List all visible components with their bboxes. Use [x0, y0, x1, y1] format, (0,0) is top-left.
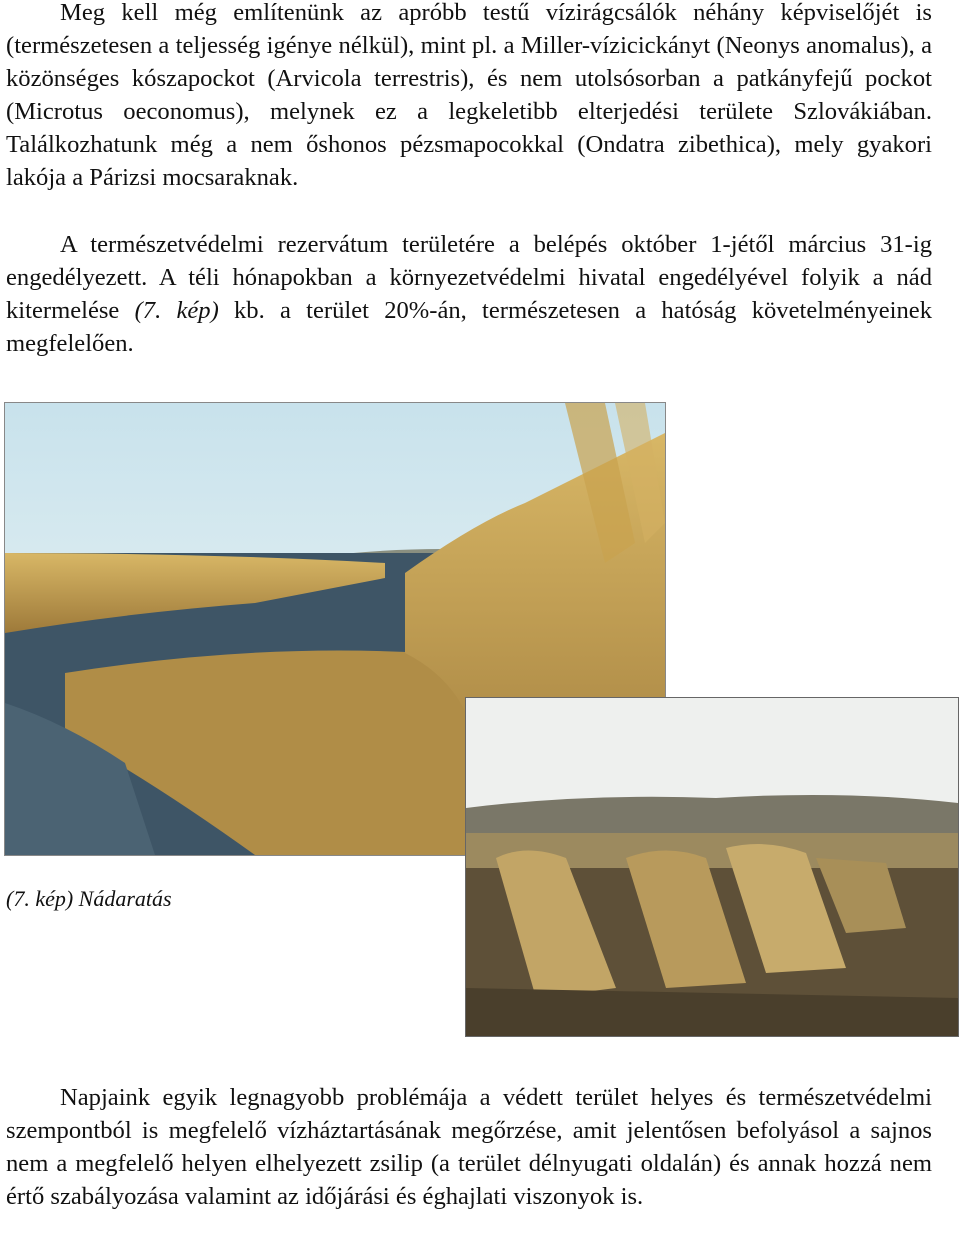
- paragraph-rodents: Meg kell még említenünk az apróbb testű vízirágcsálók néhány képviselőjét is (természetesen a teljesség igénye nélkül), mint pl. a Miller-vízicickányt (Neonys anomalus), a közönséges kószapockot (Arvicola terrestris), és nem utolsósorban a patkányfejű pockot (Microtus oeconomus), melynek ez a legkeletibb elterjedési területe Szlovákiában. Találkozhatunk még a nem őshonos pézsmapocokkal (Ondatra zibethica), mely gyakori lakója a Párizsi mocsaraknak.: [6, 0, 932, 191]
- figure-caption: (7. kép) Nádaratás: [6, 886, 172, 911]
- reed-harvest-photo: [465, 697, 959, 1037]
- paragraph-water-management: Napjaink egyik legnagyobb problémája a védett terület helyes és természetvédelmi szempontból is megfelelő vízháztartásának megőrzése, amit jelentősen befolyásol a sajnos nem a megfelelő helyen elhelyezett zsilip (a terület délnyugati oldalán) és annak hozzá nem értő szabályozása valamint az időjárási és éghajlati viszonyok is.: [6, 1084, 932, 1210]
- paragraph-text-2: kb. a terület 20%-án, természetesen a hatóság követelményeinek megfelelően.: [6, 297, 932, 357]
- figure-reference: (7. kép): [134, 297, 219, 324]
- paragraph-text-1: A természetvédelmi rezervátum területére a belépés október 1-jétől március 31-ig engedélyezett. A téli hónapokban a környezetvédelmi hivatal engedélyével folyik a nád kitermelése: [6, 231, 932, 324]
- paragraph-access-reed-harvest: [6, 228, 932, 360]
